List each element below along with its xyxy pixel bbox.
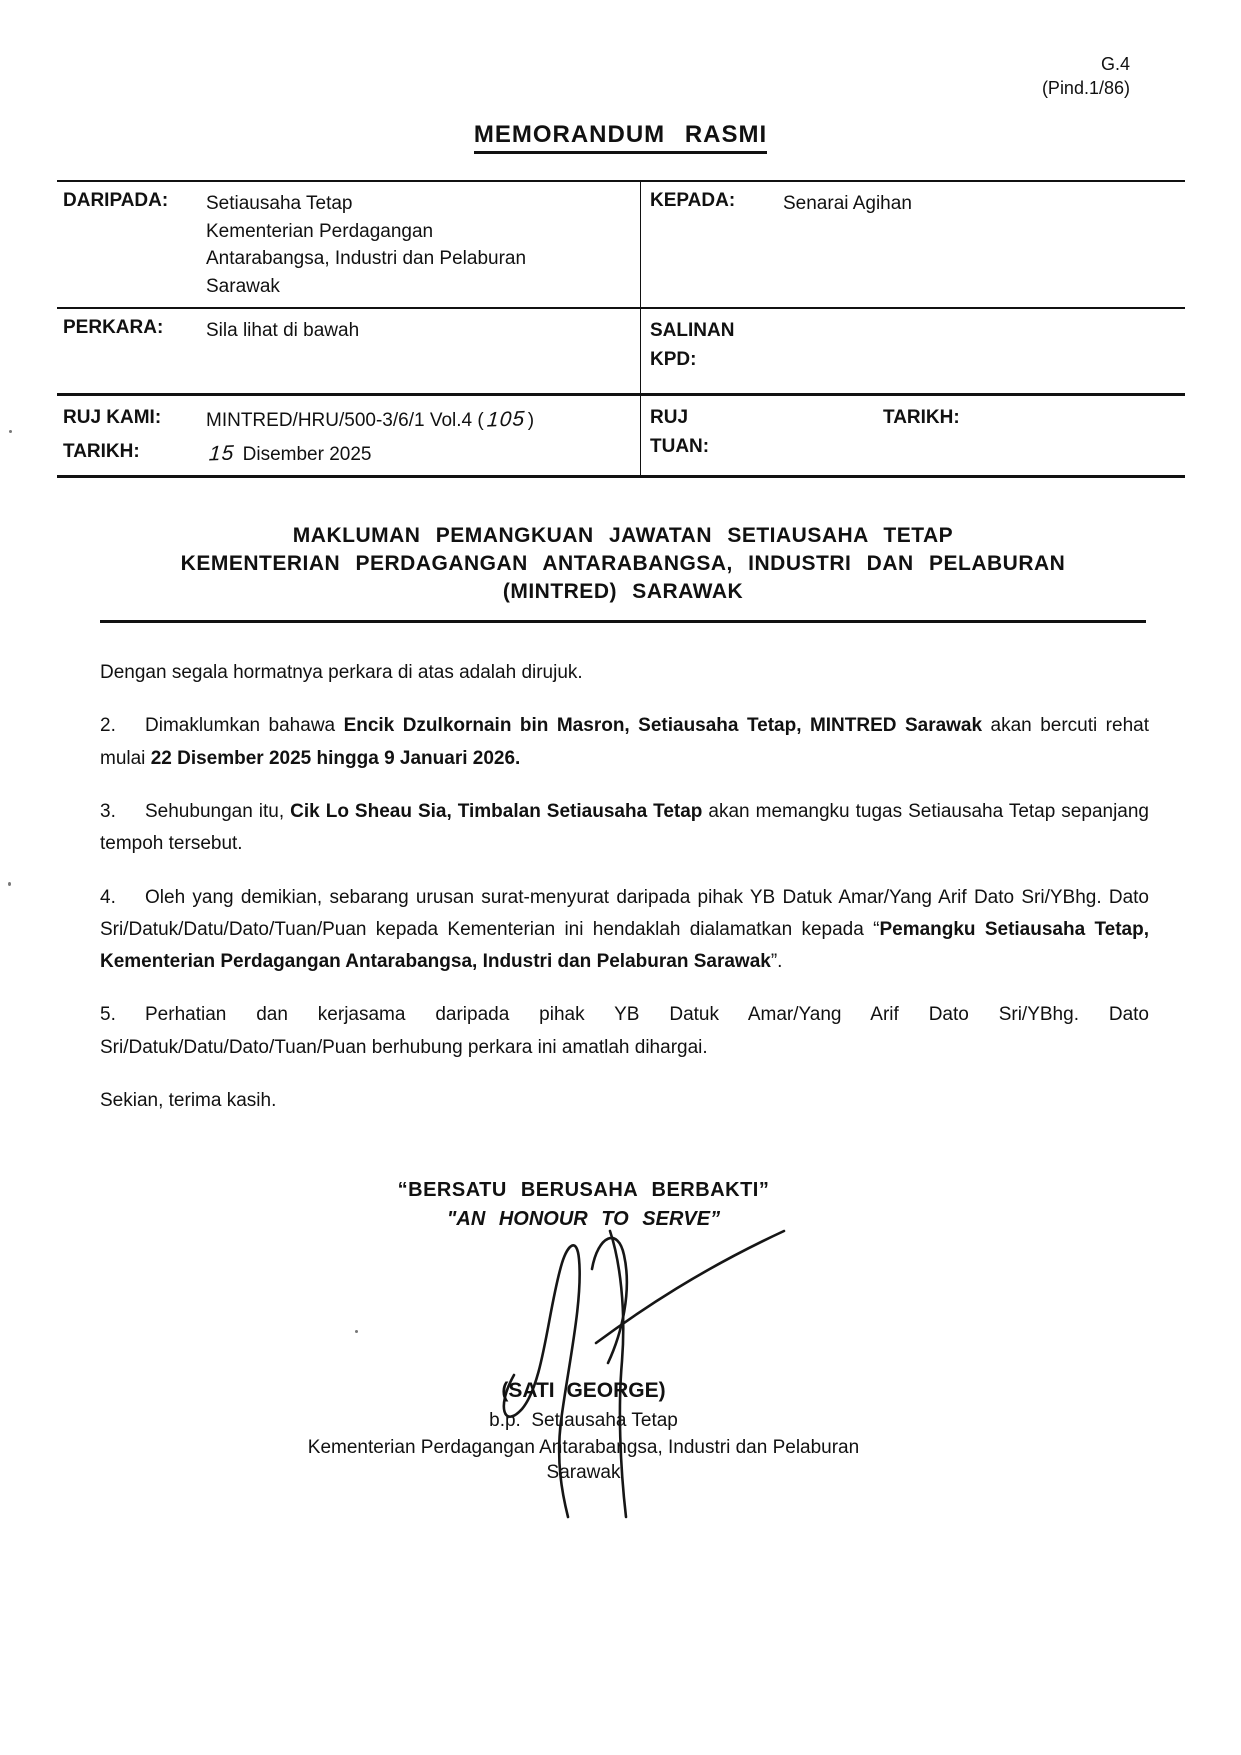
paragraph-bold-text: 22 Disember 2025 hingga 9 Januari 2026. bbox=[150, 747, 521, 769]
paragraph-text: akan memangku tugas Setiausaha Tetap sepanjang tempoh tersebut. bbox=[100, 800, 1149, 855]
table-row-ruj-tarikh bbox=[57, 393, 1185, 475]
tarikh-right-label: TARIKH: bbox=[883, 407, 960, 429]
ruj-kami-cell bbox=[57, 396, 640, 475]
form-code-block bbox=[0, 0, 1241, 101]
paragraph-text: akan bercuti rehat mulai bbox=[100, 715, 1149, 769]
signed-on-behalf-line: b.p. Setiausaha Tetap bbox=[489, 1410, 678, 1432]
form-code: G.4 bbox=[1100, 54, 1130, 74]
subject-heading bbox=[100, 522, 1146, 623]
paragraph-number: 4. bbox=[100, 886, 116, 908]
subject-line1: MAKLUMAN PEMANGKUAN JAWATAN SETIAUSAHA TETAP bbox=[292, 524, 954, 548]
title-wrap bbox=[0, 121, 1241, 154]
daripada-line: Sarawak bbox=[206, 276, 280, 298]
paragraph-number: 5. bbox=[100, 1004, 116, 1026]
scan-speckle bbox=[9, 430, 12, 433]
memo-body bbox=[100, 657, 1149, 1117]
subject-line3: (MINTRED) SARAWAK bbox=[502, 580, 744, 604]
paragraph-bold-text: Cik Lo Sheau Sia, Timbalan Setiausaha Tetap bbox=[290, 800, 703, 822]
table-row-daripada-kepada bbox=[57, 182, 1185, 308]
perkara-label: PERKARA: bbox=[63, 317, 164, 339]
daripada-line: Setiausaha Tetap bbox=[206, 192, 353, 214]
ruj-kami-prefix: MINTRED/HRU/500-3/6/1 Vol.4 ( bbox=[206, 410, 484, 432]
motto-line2: "AN HONOUR TO SERVE” bbox=[446, 1208, 721, 1231]
paragraph-4 bbox=[100, 882, 1149, 979]
perkara-value: Sila lihat di bawah bbox=[206, 320, 360, 342]
ruj-kami-label: RUJ KAMI: bbox=[63, 407, 162, 429]
paragraph-2 bbox=[100, 710, 1149, 775]
salinan-label-line1: SALINAN bbox=[650, 320, 735, 342]
tarikh-value bbox=[206, 438, 634, 470]
organisation-line1: Kementerian Perdagangan Antarabangsa, Industri dan Pelaburan bbox=[307, 1437, 860, 1459]
paragraph-number: 2. bbox=[100, 715, 116, 737]
ruj-kami-suffix: ) bbox=[527, 410, 535, 432]
organisation-line2: Sarawak bbox=[546, 1462, 621, 1484]
daripada-value bbox=[206, 190, 526, 302]
paragraph-bold-text: Pemangku Setiausaha Tetap, Kementerian Perdagangan Antarabangsa, Industri dan Pelaburan Sarawak bbox=[100, 918, 1149, 973]
kepada-value: Senarai Agihan bbox=[783, 192, 912, 214]
subject-line2: KEMENTERIAN PERDAGANGAN ANTARABANGSA, INDUSTRI DAN PELABURAN bbox=[180, 552, 1066, 576]
tarikh-label: TARIKH: bbox=[63, 440, 140, 462]
tarikh-rest: Disember 2025 bbox=[242, 443, 372, 465]
paragraph-5 bbox=[100, 999, 1149, 1064]
ruj-tuan-label: RUJ TUAN: bbox=[650, 407, 710, 457]
page-title: MEMORANDUM RASMI bbox=[474, 121, 767, 154]
closing-line: Sekian, terima kasih. bbox=[100, 1090, 277, 1112]
scan-speckle bbox=[355, 1330, 358, 1333]
daripada-label: DARIPADA: bbox=[63, 189, 169, 211]
motto-line1: “BERSATU BERUSAHA BERBAKTI” bbox=[397, 1179, 770, 1202]
header-table bbox=[57, 180, 1185, 479]
ruj-kami-value bbox=[206, 404, 634, 436]
signatory-name: (SATI GEORGE) bbox=[501, 1379, 666, 1403]
ruj-tuan-cell bbox=[640, 396, 1185, 475]
paragraph-bold-text: Encik Dzulkornain bin Masron, Setiausaha Tetap, MINTRED Sarawak bbox=[343, 715, 983, 737]
daripada-line: Antarabangsa, Industri dan Pelaburan bbox=[206, 248, 527, 270]
kepada-label: KEPADA: bbox=[650, 189, 736, 211]
paragraph-1: Dengan segala hormatnya perkara di atas adalah dirujuk. bbox=[100, 662, 583, 684]
paragraph-text: ”. bbox=[770, 951, 783, 973]
table-row-perkara-salinan bbox=[57, 307, 1185, 393]
perkara-cell bbox=[57, 309, 640, 393]
daripada-cell bbox=[57, 182, 640, 308]
paragraph-text: Oleh yang demikian, sebarang urusan surat-menyurat daripada pihak YB Datuk Amar/Yang Arif Dato Sri/YBhg. Dato Sri/Datuk/Datu/Dato/Tuan/Puan kepada Kementerian ini hendaklah dialamatkan kepada “ bbox=[100, 886, 1149, 940]
paragraph-3 bbox=[100, 796, 1149, 861]
signoff-block bbox=[0, 1179, 1167, 1484]
tarikh-handwritten-day: 15 bbox=[208, 441, 236, 466]
scan-speckle bbox=[8, 882, 11, 886]
ruj-kami-handwritten-number: 105 bbox=[485, 407, 526, 432]
salinan-label-line2: KPD: bbox=[650, 348, 697, 370]
paragraph-number: 3. bbox=[100, 800, 116, 822]
paragraph-text: Dimaklumkan bahawa bbox=[145, 715, 344, 737]
paragraph-text: Perhatian dan kerjasama daripada pihak YB Datuk Amar/Yang Arif Dato Sri/YBhg. Dato Sri/Datuk/Datu/Dato/Tuan/Puan berhubung perkara ini amatlah dihargai. bbox=[100, 1004, 1149, 1058]
signature-area bbox=[0, 1231, 1167, 1484]
form-revision: (Pind.1/86) bbox=[1041, 78, 1130, 99]
kepada-cell bbox=[640, 182, 1185, 308]
salinan-cell bbox=[640, 309, 1185, 393]
daripada-line: Kementerian Perdagangan bbox=[206, 220, 434, 242]
paragraph-text: Sehubungan itu, bbox=[145, 800, 291, 822]
